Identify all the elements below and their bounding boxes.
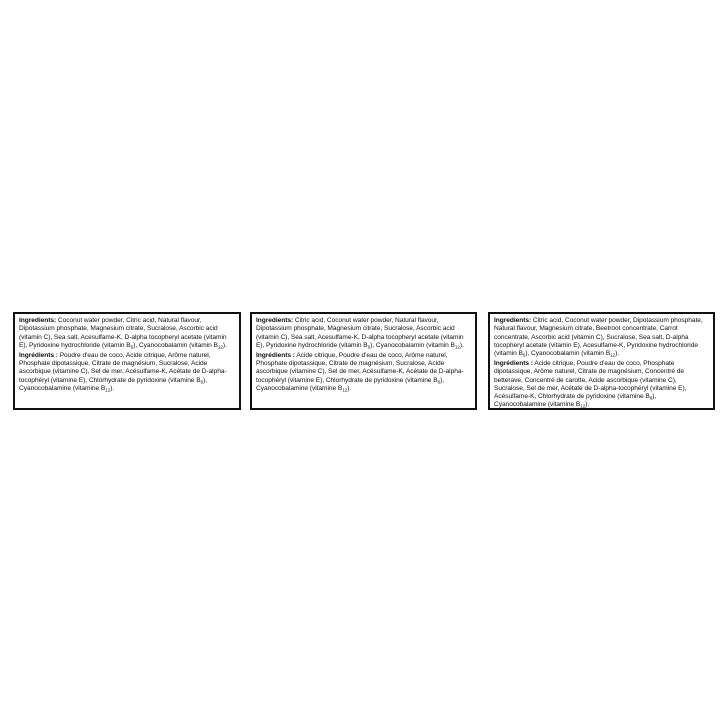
english-ingredients [19, 317, 235, 350]
english-label: Ingredients: [494, 317, 532, 324]
french-ingredients [19, 352, 235, 393]
french-label: Ingrédients : [19, 351, 58, 359]
english-label: Ingredients: [256, 317, 294, 324]
english-ingredient-list-cont: ), Cyanocobalamin (vitamin B [370, 341, 455, 349]
french-ingredient-list-end: ). [347, 384, 352, 392]
vitamin-subscript: 6 [367, 344, 371, 350]
french-ingredient-list: Poudre d'eau de coco, Acide citrique, Arôme naturel, Phosphate dipotassique, Citrate de magnésium, Sucralose, Acide ascorbique (vitamine C), Sel de mer, Acésulfame-K, Acétate de D-alpha-tocophéryl (vitamine E), Chlorhydrate de pyridoxine (vitamine B [19, 351, 227, 384]
vitamin-subscript: 12 [580, 403, 586, 409]
english-ingredient-list-end: ). [222, 341, 227, 349]
vitamin-subscript: 12 [342, 387, 348, 393]
english-ingredient-list: Citric acid, Coconut water powder, Natural flavour, Dipotassium phosphate, Magnesium citrate, Sucralose, Ascorbic acid (vitamin C), Sea salt, Acesulfame-K, D-alpha tocopheryl acetate (vitamin E), Pyridoxine hydrochloride (vitamin B [256, 317, 464, 349]
french-ingredient-list-cont: ), Cyanocobalamine (vitamine B [19, 376, 208, 392]
english-ingredient-list-end: ). [615, 350, 619, 358]
french-label: Ingrédients : [494, 359, 533, 367]
ingredients-panel-2 [250, 312, 477, 410]
vitamin-subscript: 12 [217, 344, 223, 350]
french-ingredient-list-end: ). [110, 384, 115, 392]
french-ingredient-list: Acide citrique, Poudre d'eau de coco, Phosphate dipotassique, Arôme naturel, Citrate de magnésium, Concentré de betterave, Concentré de carotte, Acide ascorbique (vitamine C), Sucralose, Sel de mer, Acétate de D-alpha-tocophéryl (vitamine E), Acésulfame-K, Chlorhydrate de pyridoxine (vitamine B [494, 359, 687, 401]
english-ingredient-list-cont: ), Cyanocobalamin (vitamin B [525, 350, 611, 358]
english-ingredient-list-end: ). [459, 341, 464, 349]
french-ingredient-list-cont: ), Cyanocobalamine (vitamine B [494, 393, 657, 409]
french-ingredients [256, 352, 471, 393]
vitamin-subscript: 12 [610, 352, 616, 358]
english-ingredient-list: Coconut water powder, Citric acid, Natural flavour, Dipotassium phosphate, Magnesium citrate, Sucralose, Ascorbic acid (vitamin C), Sea salt, Acesulfame-K, D-alpha tocopheryl acetate (vitamin E), Pyridoxine hydrochloride (vitamin B [19, 317, 227, 349]
ingredients-panel-3 [488, 312, 715, 410]
french-ingredient-list-cont: ), Cyanocobalamine (vitamine B [256, 376, 445, 392]
vitamin-subscript: 6 [130, 344, 134, 350]
vitamin-subscript: 6 [649, 395, 653, 401]
vitamin-subscript: 12 [454, 344, 460, 350]
english-ingredients [256, 317, 471, 350]
french-label: Ingrédients : [256, 351, 295, 359]
vitamin-subscript: 12 [105, 387, 111, 393]
english-ingredients [494, 317, 709, 358]
english-label: Ingredients: [19, 317, 57, 324]
vitamin-subscript: 6 [200, 379, 204, 385]
french-ingredient-list: Acide citrique, Poudre d'eau de coco, Arôme naturel, Phosphate dipotassique, Citrate de magnésium, Sucralose, Acide ascorbique (vitamine C), Sel de mer, Acésulfame-K, Acétate de D-alpha-tocophéryl (vitamine E), Chlorhydrate de pyridoxine (vitamine B [256, 351, 464, 384]
english-ingredient-list-cont: ), Cyanocobalamin (vitamin B [133, 341, 218, 349]
french-ingredients [494, 360, 709, 410]
vitamin-subscript: 6 [437, 379, 441, 385]
vitamin-subscript: 6 [522, 352, 526, 358]
ingredients-panel-1 [13, 312, 241, 410]
french-ingredient-list-end: ). [585, 401, 590, 409]
english-ingredient-list: Citric acid, Coconut water powder, Dipotassium phosphate, Natural flavour, Magnesium citrate, Beetroot concentrate, Carrot concentrate, Ascorbic acid (vitamin C), Sucralose, Sea salt, D-alpha tocopheryl acetate (vitamin E), Acesulfame-K, Pyridoxine hydrochloride (vitamin B [494, 317, 703, 358]
